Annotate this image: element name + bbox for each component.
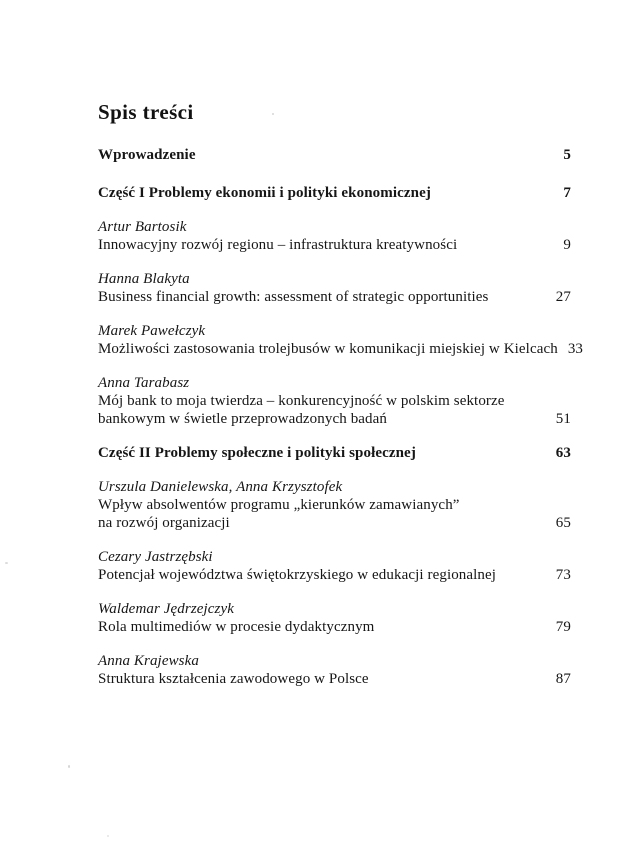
toc-entry-article [98,218,571,254]
entry-title-line-1: Wpływ absolwentów programu „kierunków zamawianych” [98,497,460,513]
entry-title: Potencjał województwa świętokrzyskiego w edukacji regionalnej [98,567,497,583]
page-title: Spis treści [98,100,194,125]
entry-author: Artur Bartosik [98,219,187,235]
toc-entry-article [98,322,584,358]
entry-title: Możliwości zastosowania trolejbusów w komunikacji miejskiej w Kielcach [98,341,558,357]
entry-page-number: 27 [555,289,571,305]
part-heading: Część II Problemy społeczne i polityki społecznej [98,445,416,461]
entry-author: Waldemar Jędrzejczyk [98,601,234,617]
entry-page-number: 9 [563,237,571,253]
entry-page-number: 87 [555,671,571,687]
entry-author: Cezary Jastrzębski [98,549,213,565]
toc-entry-part-2 [98,444,571,462]
table-of-contents [98,146,584,704]
entry-author: Urszula Danielewska, Anna Krzysztofek [98,479,343,495]
entry-page-number: 5 [563,147,571,163]
scan-artifact [5,562,8,564]
entry-author: Anna Tarabasz [98,375,190,391]
entry-page-number: 7 [563,185,571,201]
part-heading: Część I Problemy ekonomii i polityki ekonomicznej [98,185,431,201]
scan-artifact [272,113,274,115]
scan-artifact [107,835,109,837]
entry-title: Wprowadzenie [98,147,196,163]
toc-entry-article [98,652,571,688]
entry-title-line-1: Mój bank to moja twierdza – konkurencyjność w polskim sektorze [98,393,505,409]
entry-page-number: 51 [555,411,571,427]
entry-title-line-2: na rozwój organizacji [98,515,230,531]
entry-page-number: 79 [555,619,571,635]
entry-author: Marek Pawełczyk [98,323,206,339]
toc-entry-article [98,600,571,636]
entry-page-number: 65 [555,515,571,531]
entry-page-number: 33 [567,341,584,357]
toc-entry-article [98,478,571,532]
toc-entry-part-1 [98,184,571,202]
toc-entry-article [98,548,571,584]
toc-entry-article [98,270,571,306]
entry-title: Business financial growth: assessment of strategic opportunities [98,289,489,305]
entry-page-number: 63 [555,445,571,461]
toc-entry-article [98,374,571,428]
entry-title-line-2: bankowym w świetle przeprowadzonych badań [98,411,388,427]
entry-title: Innowacyjny rozwój regionu – infrastruktura kreatywności [98,237,458,253]
entry-title: Rola multimediów w procesie dydaktycznym [98,619,375,635]
scan-artifact [68,765,70,768]
entry-author: Anna Krajewska [98,653,199,669]
toc-entry-wprowadzenie [98,146,571,164]
entry-page-number: 73 [555,567,571,583]
entry-author: Hanna Blakyta [98,271,190,287]
entry-title: Struktura kształcenia zawodowego w Polsce [98,671,369,687]
